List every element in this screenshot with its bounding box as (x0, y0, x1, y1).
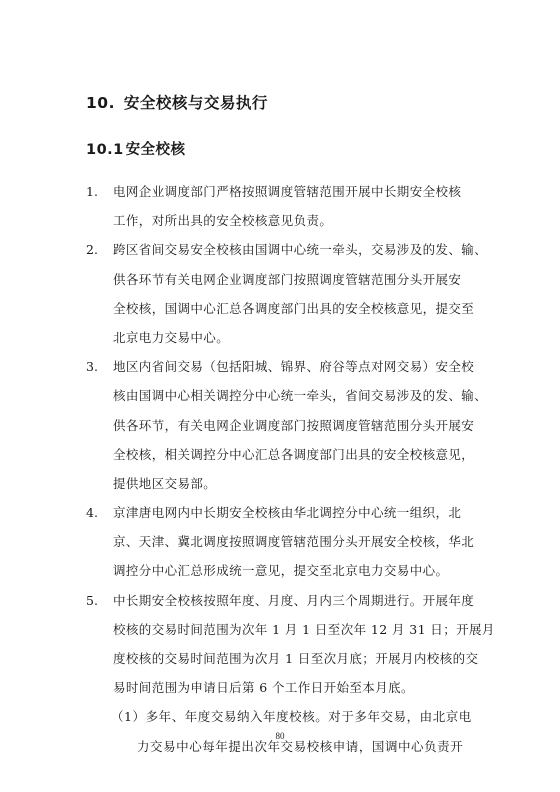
subsection-heading (86, 138, 186, 159)
section-heading (86, 91, 268, 113)
paragraph-line: 北京电力交易中心。 (113, 329, 230, 345)
subsection-number: 10.1 (86, 142, 124, 158)
section-number: 10. (86, 94, 115, 112)
list-item (86, 235, 488, 352)
paragraph-line: 全校核，相关调控分中心汇总各调度部门出具的安全校核意见， (113, 446, 475, 462)
list-marker: 2. (86, 242, 98, 258)
list-marker: 1. (86, 184, 98, 199)
paragraph-line: 度校核的交易时间范围为次月 1 日至次月底；开展月内校核的交 (113, 651, 479, 666)
paragraph-line: 京、天津、冀北调度按照调度管辖范围分头开展安全校核，华北 (113, 534, 475, 550)
list-item (86, 498, 478, 586)
numbered-list (86, 177, 495, 761)
paragraph-line: 跨区省间交易安全校核由国调中心统一牵头，交易涉及的发、输、 (113, 242, 488, 258)
list-item (86, 177, 478, 235)
paragraph-line: 全校核，国调中心汇总各调度部门出具的安全校核意见，提交至 (113, 300, 475, 316)
paragraph-line: 工作，对所出具的安全校核意见负责。 (113, 213, 333, 229)
paragraph-line: 力交易中心每年提出次年交易校核申请，国调中心负责开 (137, 738, 464, 754)
paragraph-line: 供各环节，有关电网企业调度部门按照调度管辖范围分头开展安 (113, 417, 475, 433)
paragraph-line: 核由国调中心相关调控分中心统一牵头，省间交易涉及的发、输、 (113, 388, 488, 404)
paragraph-line: 京津唐电网内中长期安全校核由华北调控分中心统一组织，北 (113, 505, 462, 521)
list-item (86, 352, 488, 498)
subsection-title: 安全校核 (125, 142, 186, 158)
paragraph-line: 电网企业调度部门严格按照调度管辖范围开展中长期安全校核 (113, 184, 462, 199)
section-title: 安全校核与交易执行 (123, 94, 268, 112)
paragraph-line: （1）多年、年度交易纳入年度校核。对于多年交易，由北京电 (111, 709, 472, 725)
paragraph-line: 供各环节有关电网企业调度部门按照调度管辖范围分头开展安 (113, 271, 462, 287)
paragraph-line: 易时间范围为申请日后第 6 个工作日开始至本月底。 (113, 680, 414, 696)
paragraph-line: 提供地区交易部。 (113, 475, 217, 491)
paragraph-line: 地区内省间交易（包括阳城、锦界、府谷等点对网交易）安全校 (113, 359, 475, 375)
paragraph-line: 中长期安全校核按照年度、月度、月内三个周期进行。开展年度 (113, 592, 475, 608)
page-number: 80 (275, 731, 285, 741)
paragraph-line: 校核的交易时间范围为次年 1 月 1 日至次年 12 月 31 日；开展月 (113, 621, 495, 637)
list-marker: 4. (86, 505, 98, 521)
list-marker: 3. (86, 359, 98, 375)
paragraph-line: 调控分中心汇总形成统一意见，提交至北京电力交易中心。 (113, 563, 449, 579)
list-item (86, 586, 495, 703)
list-marker: 5. (86, 592, 98, 608)
